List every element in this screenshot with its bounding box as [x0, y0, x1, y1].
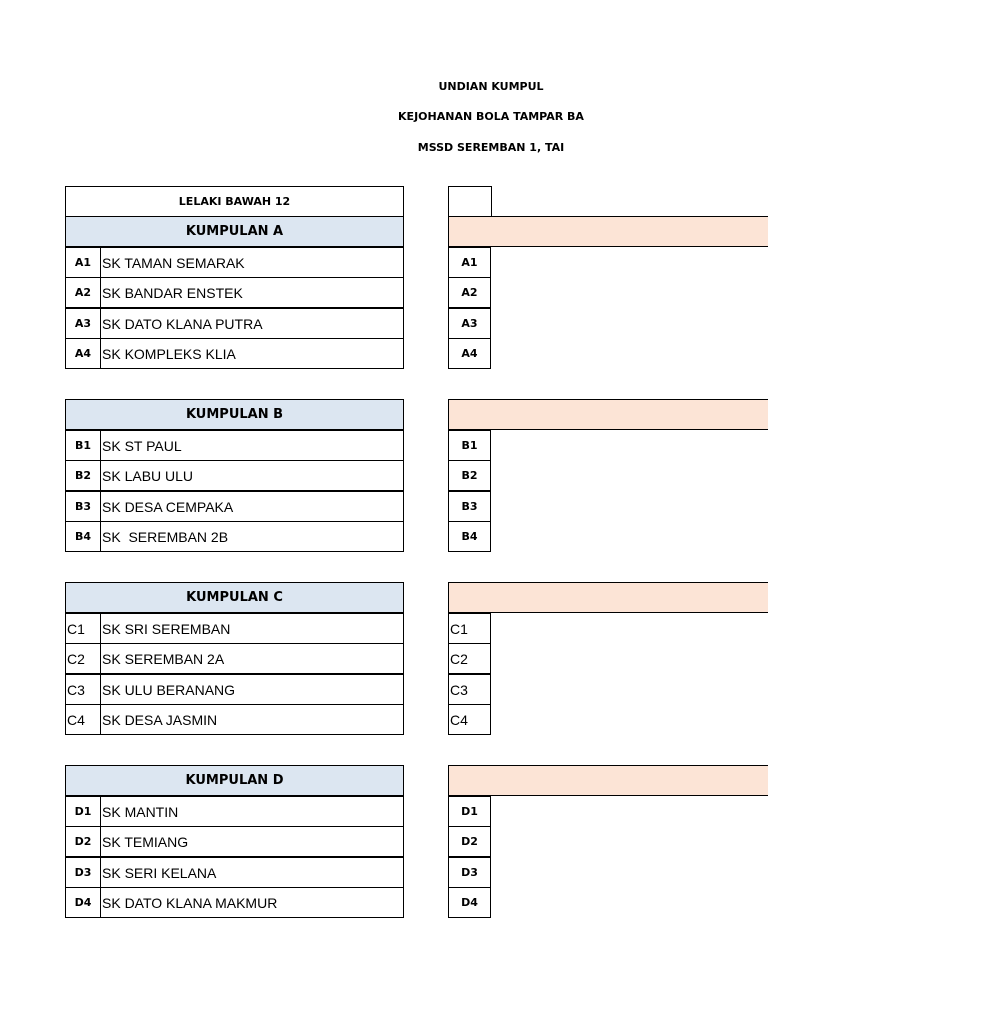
team-code: D2	[448, 826, 491, 857]
title-line-2: KEJOHANAN BOLA TAMPAR BA	[398, 110, 584, 123]
right-group-a-header	[448, 216, 768, 247]
team-code: D4	[65, 887, 101, 918]
title-block	[0, 70, 584, 160]
school-name: SK DATO KLANA MAKMUR	[100, 887, 404, 918]
school-name: SK SEREMBAN 2B	[100, 521, 404, 552]
team-code: A1	[65, 247, 101, 278]
team-code: A1	[448, 247, 491, 278]
team-code: C1	[65, 613, 101, 644]
team-code: A3	[448, 308, 491, 339]
school-name: SK BANDAR ENSTEK	[100, 277, 404, 308]
title-line-3: MSSD SEREMBAN 1, TAI	[417, 141, 565, 154]
team-code: C2	[448, 643, 491, 674]
right-table	[448, 186, 768, 918]
team-code: D3	[65, 857, 101, 888]
team-code: C3	[448, 674, 491, 705]
team-code: D1	[65, 796, 101, 827]
team-code: A3	[65, 308, 101, 339]
group-c-header: KUMPULAN C	[65, 582, 404, 613]
team-code: C3	[65, 674, 101, 705]
team-code: A2	[448, 277, 491, 308]
group-a-header: KUMPULAN A	[65, 216, 404, 247]
team-code: B1	[65, 430, 101, 461]
school-name: SK DESA CEMPAKA	[100, 491, 404, 522]
team-code: B1	[448, 430, 491, 461]
team-code: A4	[65, 338, 101, 369]
team-code: B2	[448, 460, 491, 491]
team-code: D1	[448, 796, 491, 827]
group-d-header: KUMPULAN D	[65, 765, 404, 796]
team-code: D3	[448, 857, 491, 888]
school-name: SK DATO KLANA PUTRA	[100, 308, 404, 339]
school-name: SK SRI SEREMBAN	[100, 613, 404, 644]
right-group-d-header	[448, 765, 768, 796]
team-code: B3	[448, 491, 491, 522]
team-code: B2	[65, 460, 101, 491]
team-code: D4	[448, 887, 491, 918]
team-code: B4	[65, 521, 101, 552]
school-name: SK KOMPLEKS KLIA	[100, 338, 404, 369]
school-name: SK SERI KELANA	[100, 857, 404, 888]
school-name: SK TAMAN SEMARAK	[100, 247, 404, 278]
school-name: SK TEMIANG	[100, 826, 404, 857]
school-name: SK SEREMBAN 2A	[100, 643, 404, 674]
school-name: SK ULU BERANANG	[100, 674, 404, 705]
school-name: SK DESA JASMIN	[100, 704, 404, 735]
team-code: C4	[65, 704, 101, 735]
team-code: A4	[448, 338, 491, 369]
school-name: SK ST PAUL	[100, 430, 404, 461]
school-name: SK MANTIN	[100, 796, 404, 827]
team-code: A2	[65, 277, 101, 308]
team-code: B3	[65, 491, 101, 522]
team-code: B4	[448, 521, 491, 552]
team-code: D2	[65, 826, 101, 857]
team-code: C2	[65, 643, 101, 674]
school-name: SK LABU ULU	[100, 460, 404, 491]
right-group-c-header	[448, 582, 768, 613]
right-category-cell	[448, 186, 492, 217]
team-code: C4	[448, 704, 491, 735]
group-b-header: KUMPULAN B	[65, 399, 404, 430]
category-header: LELAKI BAWAH 12	[65, 186, 404, 217]
team-code: C1	[448, 613, 491, 644]
title-line-1: UNDIAN KUMPUL	[438, 80, 544, 93]
right-group-b-header	[448, 399, 768, 430]
